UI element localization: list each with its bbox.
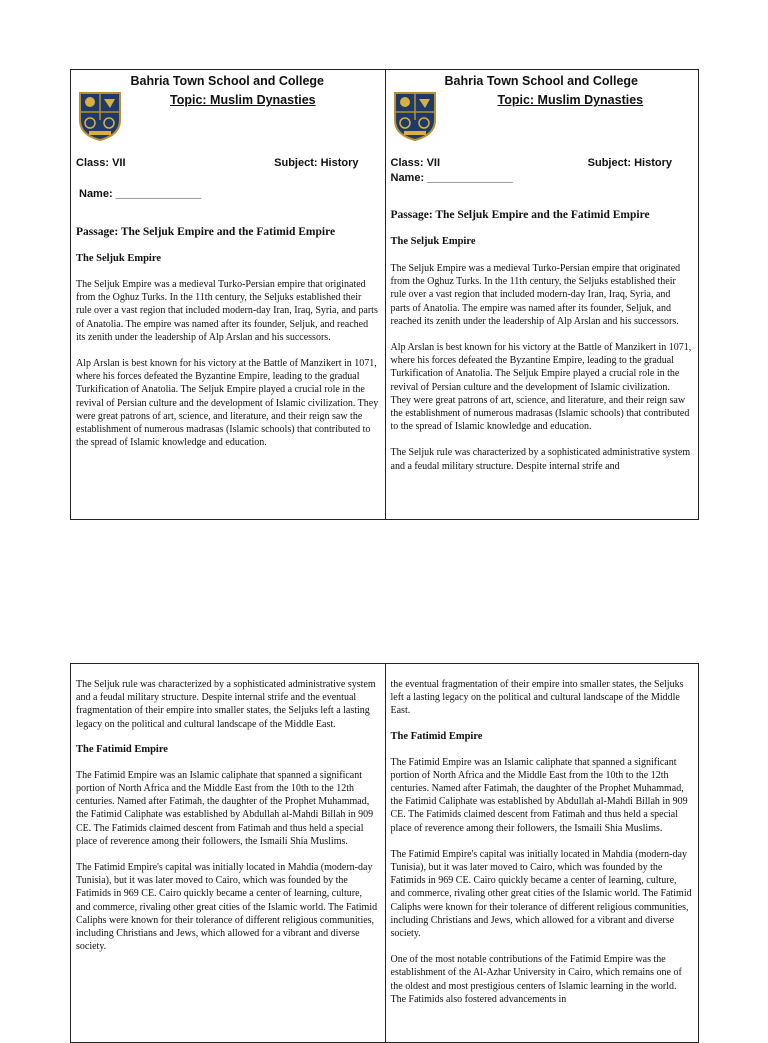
seljuk-paragraph-2: Alp Arslan is best known for his victory at the Battle of Manzikert in 1071, where his forces defeated the Byzantine Empire, leading to the gradual Turkification of Anatolia. The Seljuk Empire played a crucial role in the revival of Persian culture and the development of Islamic civilization. They were great patrons of art, science, and literature, and their reign saw the establishment of numerous madrasas (Islamic schools) that contributed to the spread of Islamic knowledge and education.: [390, 342, 692, 433]
fatimid-paragraph-1: The Fatimid Empire was an Islamic caliphate that spanned a significant portion of North Africa and the Middle East from the 10th to the 12th centuries. Named after Fatimah, the daughter of the Prophet Muhammad, the Fatimid Caliphate was established by Abdullah al-Mahdi Billah in 909 CE. The Fatimids claimed descent from Fatimah and thus held a special place of reverence among their followers, the Ismaili Shia Muslims.: [76, 769, 374, 847]
topic-title: Topic: Muslim Dynasties: [170, 93, 316, 107]
name-field[interactable]: Name: ______________: [79, 188, 202, 200]
school-name: Bahria Town School and College: [444, 74, 639, 88]
class-subject-row: [391, 157, 693, 169]
subject-label: Subject: History: [587, 157, 672, 169]
passage-title: Passage: The Seljuk Empire and the Fatimid Empire: [390, 209, 650, 221]
class-label: Class: VII: [390, 157, 441, 169]
subject-label: Subject: History: [274, 157, 359, 169]
name-field[interactable]: Name: ______________: [390, 172, 513, 184]
fatimid-paragraph-2: The Fatimid Empire's capital was initially located in Mahdia (modern-day Tunisia), but it was later moved to Cairo, which was founded by the Fatimids in 969 CE. Cairo quickly became a center of learning, culture, and commerce, rivaling other great cities of the Islamic world. The Fatimid Caliphs were known for their tolerance of different religious communities, including Christians and Jews, which allowed for a vibrant and diverse society.: [76, 862, 378, 953]
school-name: Bahria Town School and College: [130, 74, 325, 88]
worksheet-column-left: [71, 70, 385, 519]
school-crest-icon: [392, 90, 438, 142]
class-label: Class: VII: [76, 157, 126, 169]
seljuk-heading: The Seljuk Empire: [390, 236, 476, 247]
worksheet-column-left: [71, 664, 385, 1042]
worksheet-column-right: [385, 70, 699, 519]
seljuk-paragraph-1: The Seljuk Empire was a medieval Turko-Persian empire that originated from the Oghuz Turks. In the 11th century, the Seljuks established their rule over a vast region that included modern-day Iran, Iraq, Syria, and parts of Anatolia. The empire was named after its founder, Seljuk, and reached its zenith under the leadership of Alp Arslan and his successors.: [390, 263, 681, 327]
worksheet-bottom: [70, 663, 699, 1043]
passage-title: Passage: The Seljuk Empire and the Fatimid Empire: [76, 226, 336, 238]
fatimid-paragraph-3: One of the most notable contributions of the Fatimid Empire was the establishment of the Al-Azhar University in Cairo, which remains one of the oldest and most prestigious centers of Islamic learning in the world. The Fatimids also fostered advancements in: [390, 954, 682, 1005]
seljuk-paragraph-1: The Seljuk Empire was a medieval Turko-Persian empire that originated from the Oghuz Turks. In the 11th century, the Seljuks established their rule over a vast region that included modern-day Iran, Iraq, Syria, and parts of Anatolia. The empire was named after its founder, Seljuk, and reached its zenith under the leadership of Alp Arslan and his successors.: [76, 279, 378, 343]
fatimid-heading: The Fatimid Empire: [390, 730, 483, 742]
school-crest-icon: [77, 90, 123, 142]
seljuk-paragraph-3-end: the eventual fragmentation of their empire into smaller states, the Seljuks left a lasting legacy on the political and cultural landscape of the Middle East.: [390, 679, 684, 717]
fatimid-paragraph-2: The Fatimid Empire's capital was initially located in Mahdia (modern-day Tunisia), but it was later moved to Cairo, which was founded by the Fatimids in 969 CE. Cairo quickly became a center of learning, culture, and commerce, rivaling other great cities of the Islamic world. The Fatimid Caliphs were known for their tolerance of different religious communities, including Christians and Jews, which allowed for a vibrant and diverse society.: [390, 848, 692, 940]
class-subject-row: [76, 157, 379, 169]
fatimid-heading: The Fatimid Empire: [76, 743, 168, 755]
topic-title: Topic: Muslim Dynasties: [497, 93, 644, 107]
seljuk-paragraph-2: Alp Arslan is best known for his victory at the Battle of Manzikert in 1071, where his forces defeated the Byzantine Empire, leading to the gradual Turkification of Anatolia. The Seljuk Empire played a crucial role in the revival of Persian culture and the development of Islamic civilization. They were great patrons of art, science, and literature, and their reign saw the establishment of numerous madrasas (Islamic schools) that contributed to the spread of Islamic knowledge and education.: [76, 358, 379, 449]
worksheet-top: [70, 69, 699, 520]
seljuk-paragraph-3: The Seljuk rule was characterized by a sophisticated administrative system and a feudal military structure. Despite internal strife and the eventual fragmentation of their empire into smaller states, the Seljuks left a lasting legacy on the political and cultural landscape of the Middle East.: [76, 679, 376, 730]
fatimid-paragraph-1: The Fatimid Empire was an Islamic caliphate that spanned a significant portion of North Africa and the Middle East from the 10th to the 12th centuries. Named after Fatimah, the daughter of the Prophet Muhammad, the Fatimid Caliphate was established by Abdullah al-Mahdi Billah in 909 CE. The Fatimids claimed descent from Fatimah and thus held a special place of reverence among their followers, the Ismaili Shia Muslims.: [390, 756, 688, 834]
worksheet-column-right: [385, 664, 699, 1042]
seljuk-heading: The Seljuk Empire: [76, 253, 161, 264]
seljuk-paragraph-3-start: The Seljuk rule was characterized by a sophisticated administrative system and a feudal military structure. Despite internal strife and: [390, 447, 691, 472]
